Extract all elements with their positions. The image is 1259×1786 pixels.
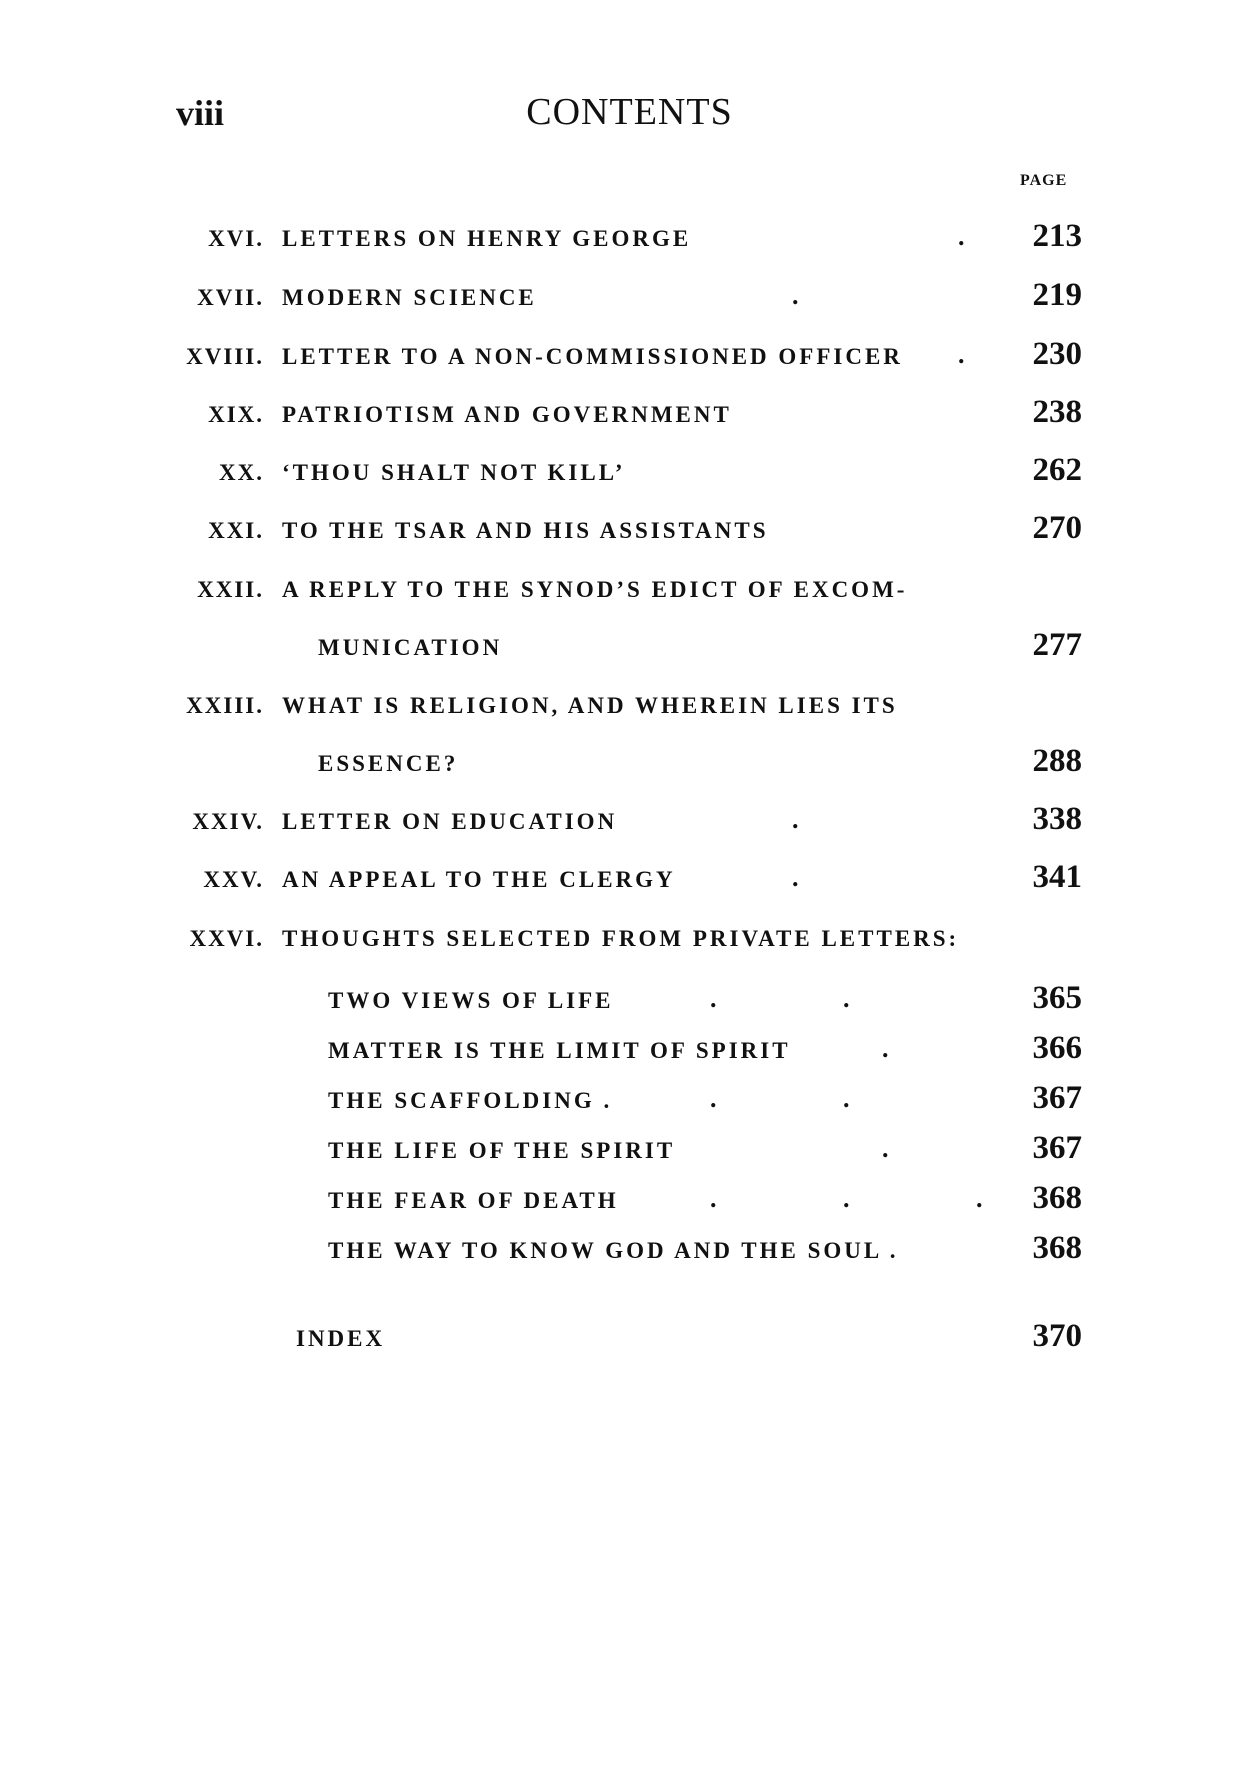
section-title: THE LIFE OF THE SPIRIT xyxy=(328,1138,676,1163)
page-ref: 277 xyxy=(1032,627,1082,663)
page-ref: 367 xyxy=(1032,1130,1082,1166)
page-ref: 262 xyxy=(1032,452,1082,488)
chapter-title: A REPLY TO THE SYNOD’S EDICT OF EXCOM- xyxy=(282,577,908,602)
chapter-number: XX. xyxy=(219,460,264,485)
toc-index-entry xyxy=(0,1318,1259,1358)
leader-dots: . xyxy=(882,1134,949,1163)
chapter-title: MODERN SCIENCE xyxy=(282,285,537,310)
page-ref: 338 xyxy=(1032,801,1082,837)
toc-entry xyxy=(0,277,1259,317)
chapter-title: TO THE TSAR AND HIS ASSISTANTS xyxy=(282,518,769,543)
leader-dots: . xyxy=(958,340,1025,369)
chapter-number: XIX. xyxy=(208,402,264,427)
chapter-title: THOUGHTS SELECTED FROM PRIVATE LETTERS: xyxy=(282,926,960,951)
section-title: THE FEAR OF DEATH xyxy=(328,1188,619,1213)
chapter-number: XXI. xyxy=(208,518,264,543)
chapter-title: ESSENCE? xyxy=(318,751,459,776)
toc-entry-continuation xyxy=(0,627,1259,667)
toc-entry xyxy=(0,218,1259,258)
leader-dots: . . xyxy=(710,984,910,1013)
page-ref: 367 xyxy=(1032,1080,1082,1116)
chapter-number: XVI. xyxy=(208,226,264,251)
toc-entry xyxy=(0,685,1259,725)
page-title: CONTENTS xyxy=(526,91,733,133)
chapter-title: WHAT IS RELIGION, AND WHEREIN LIES ITS xyxy=(282,693,898,718)
leader-dots: . xyxy=(792,281,859,310)
page-column-label: PAGE xyxy=(1020,172,1068,189)
toc-subentry xyxy=(0,1080,1259,1120)
chapter-number: XVIII. xyxy=(186,344,264,369)
toc-subentry xyxy=(0,980,1259,1020)
chapter-title: LETTERS ON HENRY GEORGE xyxy=(282,226,692,251)
page-ref: 270 xyxy=(1032,510,1082,546)
leader-dots: . xyxy=(882,1034,949,1063)
section-title: MATTER IS THE LIMIT OF SPIRIT xyxy=(328,1038,791,1063)
toc-subentry xyxy=(0,1030,1259,1070)
leader-dots: . . xyxy=(710,1084,910,1113)
chapter-number: XXIV. xyxy=(192,809,264,834)
page-ref: 370 xyxy=(1032,1318,1082,1354)
toc-entry xyxy=(0,801,1259,841)
section-title: TWO VIEWS OF LIFE xyxy=(328,988,614,1013)
toc-entry xyxy=(0,859,1259,899)
chapter-title: MUNICATION xyxy=(318,635,503,660)
chapter-number: XXIII. xyxy=(186,693,264,718)
chapter-title: AN APPEAL TO THE CLERGY xyxy=(282,867,676,892)
section-title: THE SCAFFOLDING . xyxy=(328,1088,613,1113)
section-title: THE WAY TO KNOW GOD AND THE SOUL . xyxy=(328,1238,899,1263)
page-ref: 368 xyxy=(1032,1230,1082,1266)
toc-entry xyxy=(0,336,1259,376)
chapter-number: XVII. xyxy=(197,285,264,310)
toc-entry xyxy=(0,569,1259,609)
leader-dots: . xyxy=(792,863,859,892)
leader-dots: . . . xyxy=(710,1184,1043,1213)
page-ref: 341 xyxy=(1032,859,1082,895)
page-ref: 366 xyxy=(1032,1030,1082,1066)
chapter-title: LETTER ON EDUCATION xyxy=(282,809,618,834)
toc-entry xyxy=(0,452,1259,492)
toc-entry xyxy=(0,394,1259,434)
page-number: viii xyxy=(176,93,225,133)
chapter-number: XXVI. xyxy=(189,926,264,951)
toc-subentry xyxy=(0,1180,1259,1220)
toc-entry-continuation xyxy=(0,743,1259,783)
page-ref: 238 xyxy=(1032,394,1082,430)
leader-dots: . xyxy=(792,805,859,834)
chapter-number: XXII. xyxy=(197,577,264,602)
index-title: INDEX xyxy=(296,1326,386,1351)
chapter-number: XXV. xyxy=(203,867,264,892)
leader-dots: . xyxy=(958,222,1025,251)
page-ref: 230 xyxy=(1032,336,1082,372)
page-ref: 365 xyxy=(1032,980,1082,1016)
chapter-title: ‘THOU SHALT NOT KILL’ xyxy=(282,460,626,485)
toc-entry xyxy=(0,918,1259,958)
toc-subentry xyxy=(0,1130,1259,1170)
chapter-title: PATRIOTISM AND GOVERNMENT xyxy=(282,402,732,427)
page-ref: 288 xyxy=(1032,743,1082,779)
page-ref: 213 xyxy=(1032,218,1082,254)
chapter-title: LETTER TO A NON-COMMISSIONED OFFICER xyxy=(282,344,903,369)
toc-subentry xyxy=(0,1230,1259,1270)
toc-entry xyxy=(0,510,1259,550)
page-ref: 219 xyxy=(1032,277,1082,313)
page-ref: 368 xyxy=(1032,1180,1082,1216)
